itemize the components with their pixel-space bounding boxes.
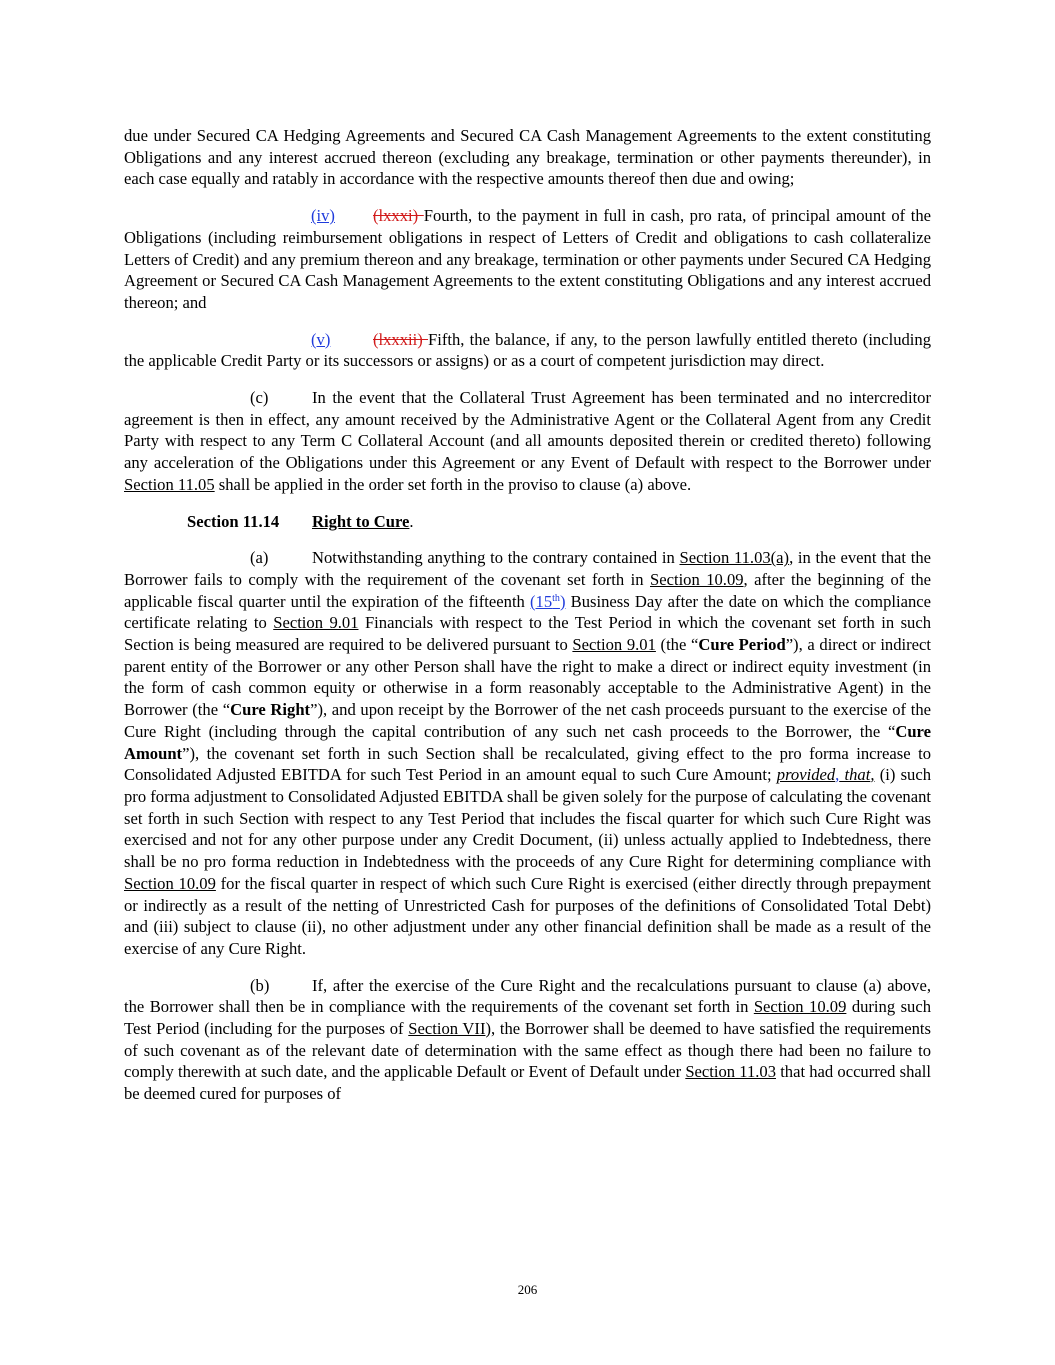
deleted-label-lxxxi: (lxxxi) [373, 206, 424, 226]
paragraph-fourth-text: Fourth, to the payment in full in cash, pro rata, of principal amount of the Obligations (including reimbursement obligations in respect of Letters of Credit and obligations to cash collateralize Letters of Credit) and any premium thereon and any breakage, termination or other payments under Secured CA Hedging Agreement or Secured CA Cash Management Agreements to the extent constituting Obligations and any interest accrued thereon; and [124, 206, 932, 312]
section-ref: Section 10.09 [124, 873, 216, 893]
paragraph-c [124, 387, 931, 496]
inserted-ordinal [530, 592, 565, 611]
paragraph-a-text-4: Business Day after the date on which the compliance certificate relating to [124, 591, 931, 633]
proviso-provided: provided [776, 765, 836, 785]
paragraph-fifth [124, 329, 931, 372]
defined-term-cure-amount: Cure Amount [124, 721, 931, 763]
paragraph-b [124, 975, 931, 1105]
paragraph-a-text-10: (i) such pro forma adjustment to Consolidated Adjusted EBITDA shall be given solely for the purpose of calculating the covenant set forth in such Section with respect to any Test Period that includes the fiscal quarter for which such Cure Right was exercised and not for any other purpose under any Credit Document, (ii) unless actually applied to Indebtedness, there shall be no pro forma reduction in Indebtedness with the proceeds of any Cure Right for determining compliance with [124, 765, 931, 872]
inserted-label-v: (v) [311, 329, 331, 349]
paragraph-third-tail: due under Secured CA Hedging Agreements and Secured CA Cash Management Agreements to the extent constituting Obligations and any interest accrued thereon (excluding any breakage, termination or other payments thereunder), in each case equally and ratably in accordance with the respective amounts thereof then due and owing; [124, 126, 931, 189]
paragraph-a-text-2: , in the event that the Borrower fails to comply with the requirement of the covenant set forth in [124, 548, 931, 589]
inserted-ordinal-close: ) [559, 591, 566, 611]
paragraph-a-text-11: for the fiscal quarter in respect of which such Cure Right is exercised (either directly through prepayment or indirectly as a result of the netting of Unrestricted Cash for purposes of the definitions of Consolidated Total Debt) and (iii) subject to clause (ii), no other adjustment under any other financial definition shall be made as a result of the exercise of any Cure Right. [124, 873, 932, 958]
section-heading [124, 511, 931, 533]
page-number: 206 [517, 1282, 538, 1297]
paragraph-fifth-text: Fifth, the balance, if any, to the person lawfully entitled thereto (including the applicable Credit Party or its successors or assigns) or as a court of competent jurisdiction may direct. [124, 329, 931, 371]
paragraph-b-text-1: If, after the exercise of the Cure Right and the recalculations pursuant to clause (a) above, the Borrower shall then be in compliance with the requirements of the covenant set forth in [124, 975, 931, 1017]
section-ref: Section 11.03(a) [679, 548, 790, 568]
section-title-period: . [409, 511, 414, 531]
deleted-label-lxxxii: (lxxxii) [373, 329, 429, 349]
defined-term-cure-period: Cure Period [698, 635, 786, 655]
paragraph-b-text-2: during such Test Period (including for the purposes of [124, 997, 931, 1039]
paragraph-a-text-1: Notwithstanding anything to the contrary contained in [312, 548, 680, 568]
section-ref: Section 9.01 [273, 613, 359, 633]
paragraph-a-text-9: ”), the covenant set forth in such Section shall be recalculated, giving effect to the pro forma increase to Consolidated Adjusted EBITDA for such Test Period in an amount equal to such Cure Amount; [124, 743, 931, 785]
clause-label-c: (c) [250, 388, 269, 408]
paragraph-a-text-8: ”), and upon receipt by the Borrower of the net cash proceeds pursuant to the exercise of the Cure Right (including through the capital contribution of any such net cash proceeds to the Borrower, the “ [124, 700, 931, 741]
paragraph-a-text-6: (the “ [655, 635, 699, 655]
section-number: Section 11.14 [187, 511, 280, 531]
paragraph-c-text-2: shall be applied in the order set forth in the proviso to clause (a) above. [214, 474, 692, 494]
clause-label-b: (b) [250, 975, 270, 995]
paragraph-b-text-4: that had occurred shall be deemed cured for purposes of [124, 1062, 931, 1104]
proviso-that: that [839, 765, 871, 785]
ordinal-suffix: th [552, 592, 560, 604]
inserted-ordinal-number: (15 [530, 591, 553, 611]
proviso-comma: , [870, 765, 875, 785]
defined-term-cure-right: Cure Right [230, 700, 311, 720]
section-ref: Section 10.09 [753, 997, 847, 1017]
document-page [124, 125, 931, 1120]
section-ref: Section 10.09 [650, 569, 744, 589]
inserted-label-iv: (iv) [311, 206, 335, 226]
section-ref: Section 11.05 [124, 474, 215, 494]
paragraph-a-text-7: ”), a direct or indirect parent entity of the Borrower or any other Person shall have the right to make a direct or indirect equity investment (in the form of cash common equity or otherwise in a form reasonably acceptable to the Administrative Agent) in the Borrower (the “ [124, 635, 931, 720]
paragraph-a [124, 547, 931, 959]
paragraph-fourth [124, 205, 931, 314]
section-title: Right to Cure [312, 511, 410, 531]
paragraph-a-text-3: , after the beginning of the applicable fiscal quarter until the expiration of the fifteenth [124, 569, 931, 611]
clause-label-a: (a) [250, 548, 269, 568]
section-ref: Section 11.03 [685, 1062, 776, 1082]
paragraph-c-text-1: In the event that the Collateral Trust Agreement has been terminated and no intercreditor agreement is then in effect, any amount received by the Administrative Agent or the Collateral Agent from any Credit Party with respect to any Term C Collateral Account (and all amounts deposited therein or credited thereto) following any acceleration of the Obligations under this Agreement or any Event of Default with respect to the Borrower under [124, 388, 931, 473]
paragraph-a-text-5: Financials with respect to the Test Period in which the covenant set forth in such Section is being measured are required to be delivered pursuant to [124, 613, 932, 655]
inserted-comma: , [835, 765, 840, 785]
paragraph-b-text-3: ), the Borrower shall be deemed to have satisfied the requirements of such covenant as of the relevant date of determination with the same effect as though there had been no failure to comply therewith at such date, and the applicable Default or Event of Default under [124, 1019, 932, 1082]
section-ref: Section 9.01 [572, 635, 656, 655]
section-ref: Section VII [408, 1019, 486, 1039]
